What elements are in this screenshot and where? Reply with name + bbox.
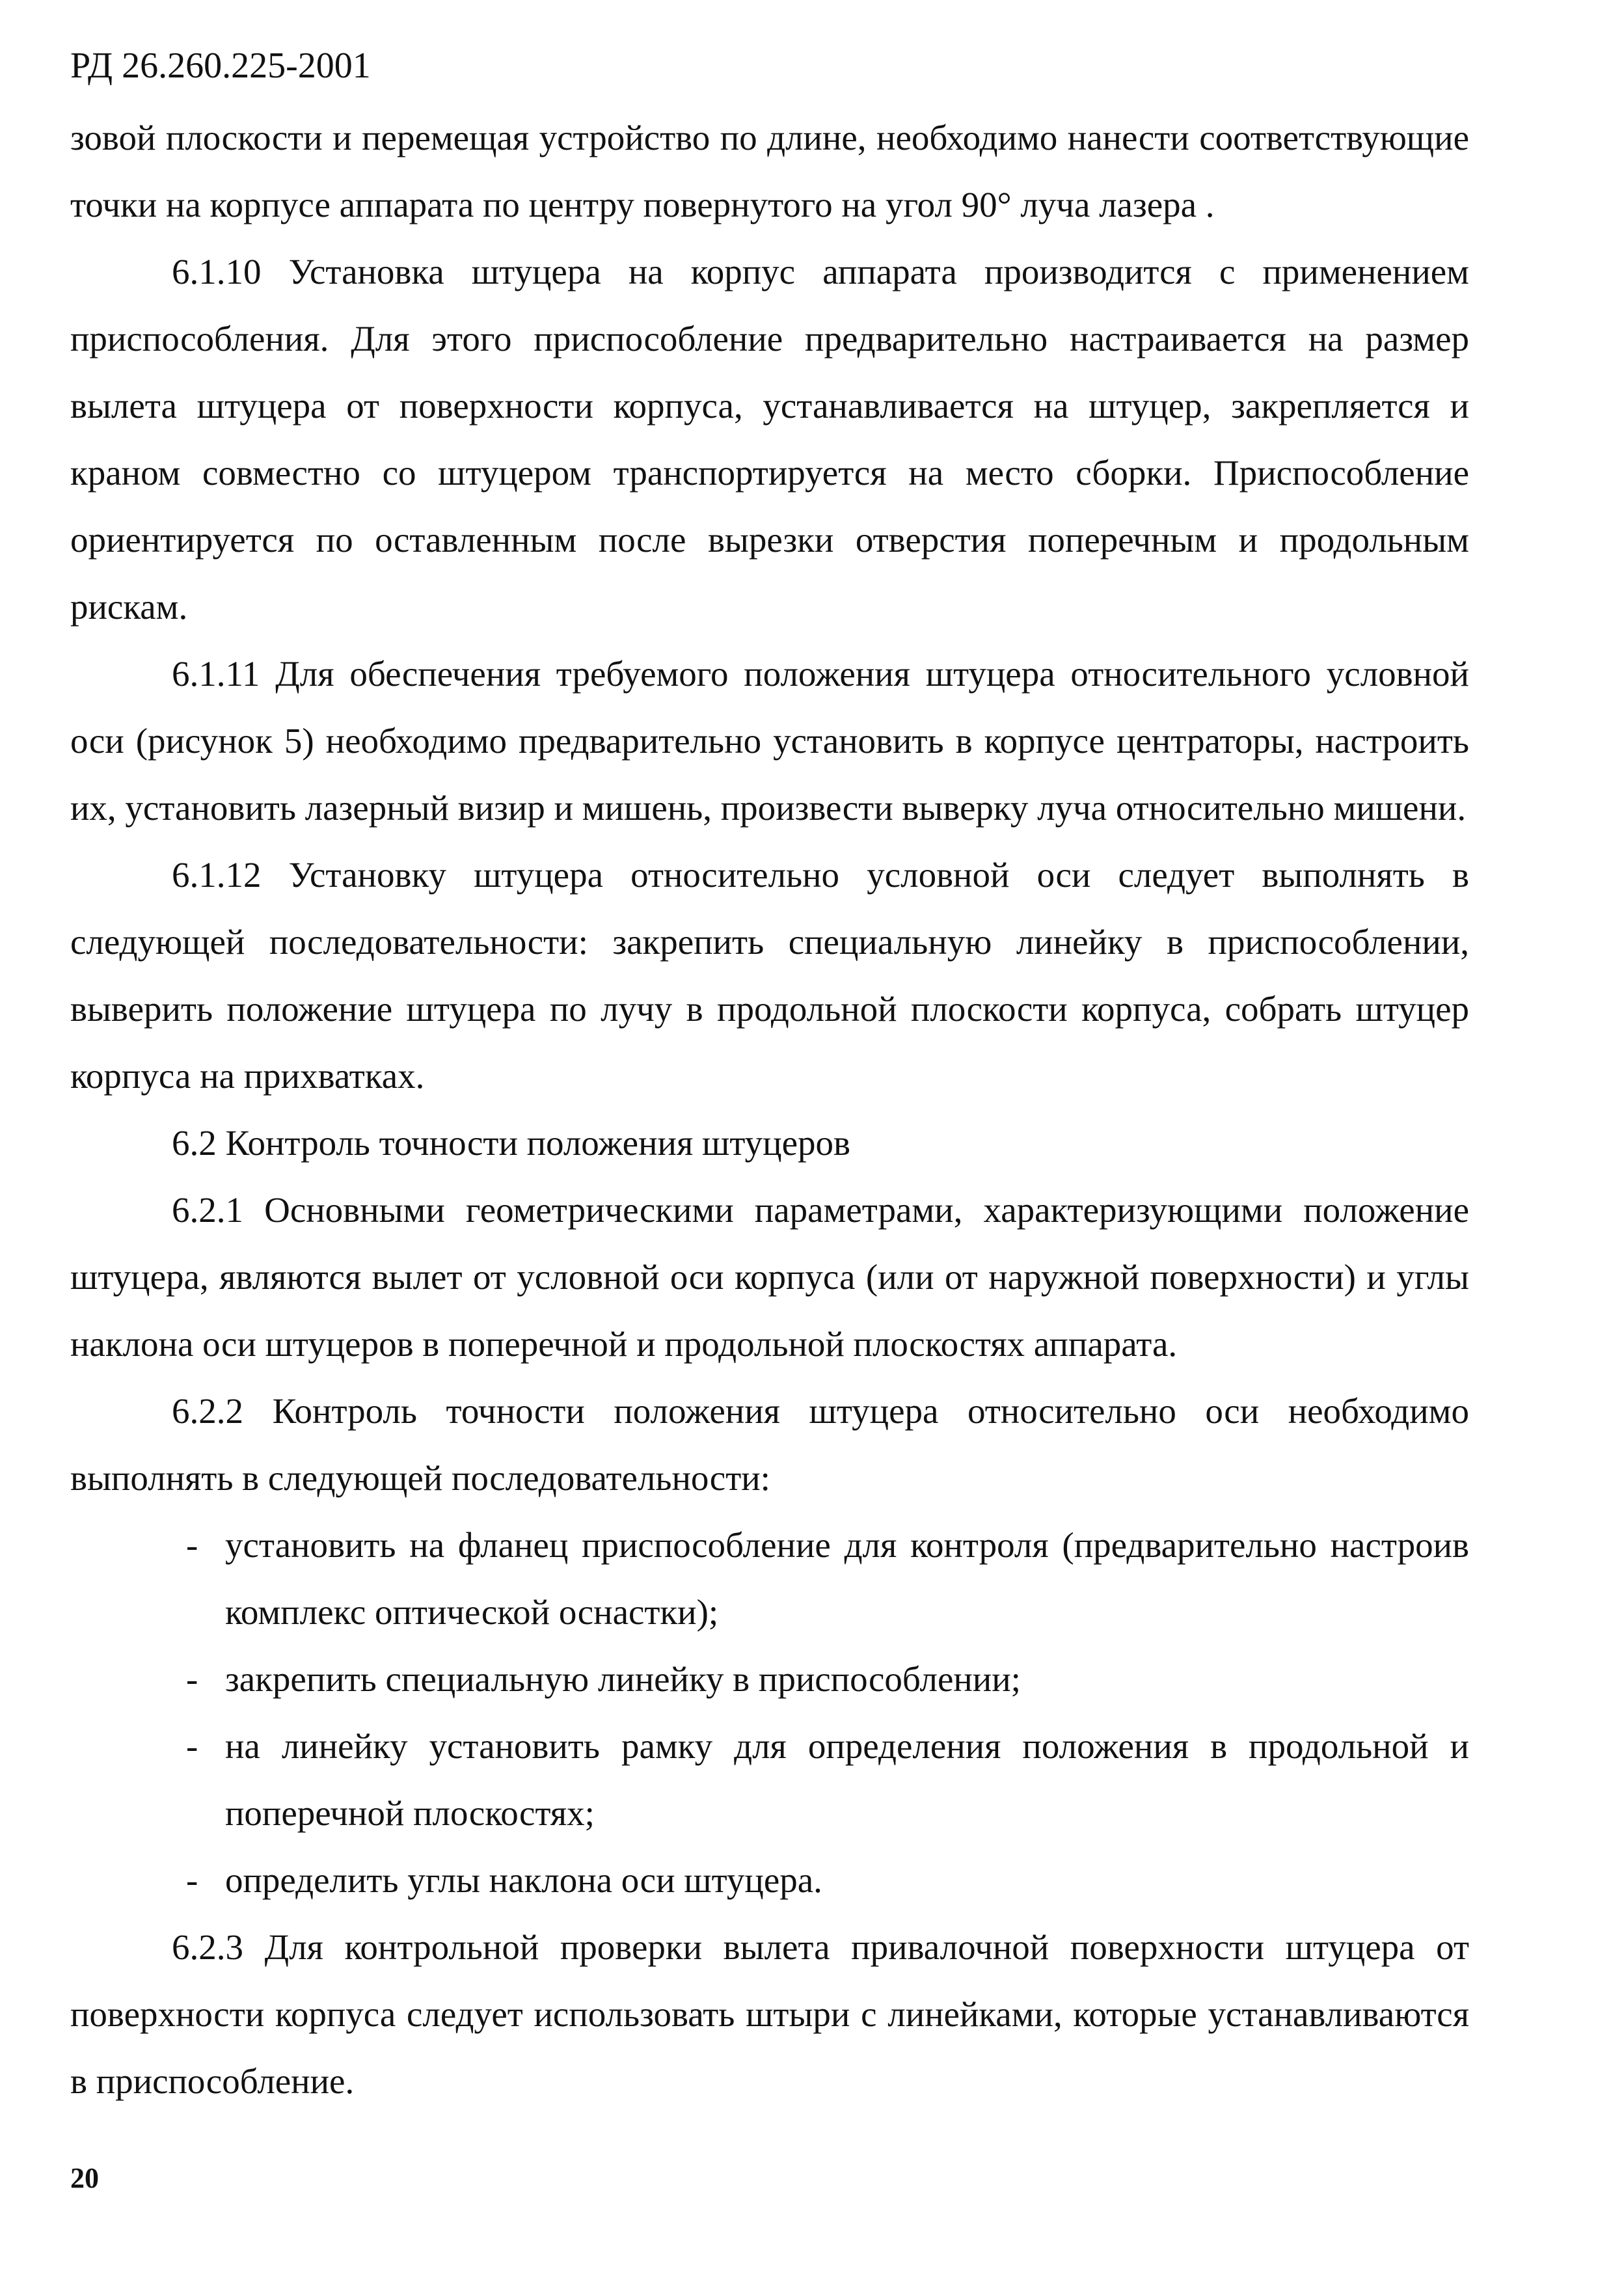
paragraph-6-2-3: 6.2.3 Для контрольной проверки вылета привалочной поверхности штуцера от поверхности корпуса следует использовать штыри с линейками, которые устанавливаются в приспособление. bbox=[70, 1927, 1469, 2101]
list-bullet: - bbox=[186, 1860, 198, 1900]
paragraph-6-2-2: 6.2.2 Контроль точности положения штуцера относительно оси необходимо выполнять в следующей последовательности: bbox=[70, 1391, 1469, 1498]
list-bullet: - bbox=[186, 1659, 198, 1699]
page-number: 20 bbox=[70, 2162, 99, 2194]
document-body bbox=[70, 104, 1469, 2115]
paragraph-6-1-10: 6.1.10 Установка штуцера на корпус аппарата производится с применением приспособления. Для этого приспособление предварительно настраивается на размер вылета штуцера от поверхности корпуса, устанавливается на штуцер, закрепляется и краном совместно со штуцером транспортируется на место сборки. Приспособление ориентируется по оставленным после вырезки отверстия поперечным и продольным рискам. bbox=[70, 252, 1469, 627]
list-bullet: - bbox=[186, 1525, 198, 1565]
list-item bbox=[70, 1511, 1469, 1646]
list-item bbox=[70, 1646, 1469, 1713]
list-item-text: закрепить специальную линейку в приспособлении; bbox=[225, 1659, 1021, 1699]
list-item-text: определить углы наклона оси штуцера. bbox=[225, 1860, 822, 1900]
paragraph-6-2-1: 6.2.1 Основными геометрическими параметрами, характеризующими положение штуцера, являются вылет от условной оси корпуса (или от наружной поверхности) и углы наклона оси штуцеров в поперечной и продольной плоскостях аппарата. bbox=[70, 1190, 1469, 1364]
list-item-text: на линейку установить рамку для определения положения в продольной и поперечной плоскостях; bbox=[225, 1726, 1469, 1833]
paragraph-6-1-11: 6.1.11 Для обеспечения требуемого положения штуцера относительного условной оси (рисунок 5) необходимо предварительно установить в корпусе центраторы, настроить их, установить лазерный визир и мишень, произвести выверку луча относительно мишени. bbox=[70, 654, 1469, 828]
list-bullet: - bbox=[186, 1726, 198, 1766]
procedure-list bbox=[70, 1511, 1469, 1914]
section-heading-6-2: 6.2 Контроль точности положения штуцеров bbox=[172, 1123, 850, 1163]
list-item bbox=[70, 1713, 1469, 1847]
paragraph-continuation: зовой плоскости и перемещая устройство по длине, необходимо нанести соответствующие точки на корпусе аппарата по центру повернутого на угол 90° луча лазера . bbox=[70, 118, 1469, 224]
list-item-text: установить на фланец приспособление для контроля (предварительно настроив комплекс оптической оснастки); bbox=[225, 1525, 1469, 1632]
document-code-header: РД 26.260.225-2001 bbox=[70, 46, 371, 86]
paragraph-6-1-12: 6.1.12 Установку штуцера относительно условной оси следует выполнять в следующей последовательности: закрепить специальную линейку в приспособлении, выверить положение штуцера по лучу в продольной плоскости корпуса, собрать штуцер корпуса на прихватках. bbox=[70, 855, 1469, 1096]
list-item bbox=[70, 1847, 1469, 1914]
